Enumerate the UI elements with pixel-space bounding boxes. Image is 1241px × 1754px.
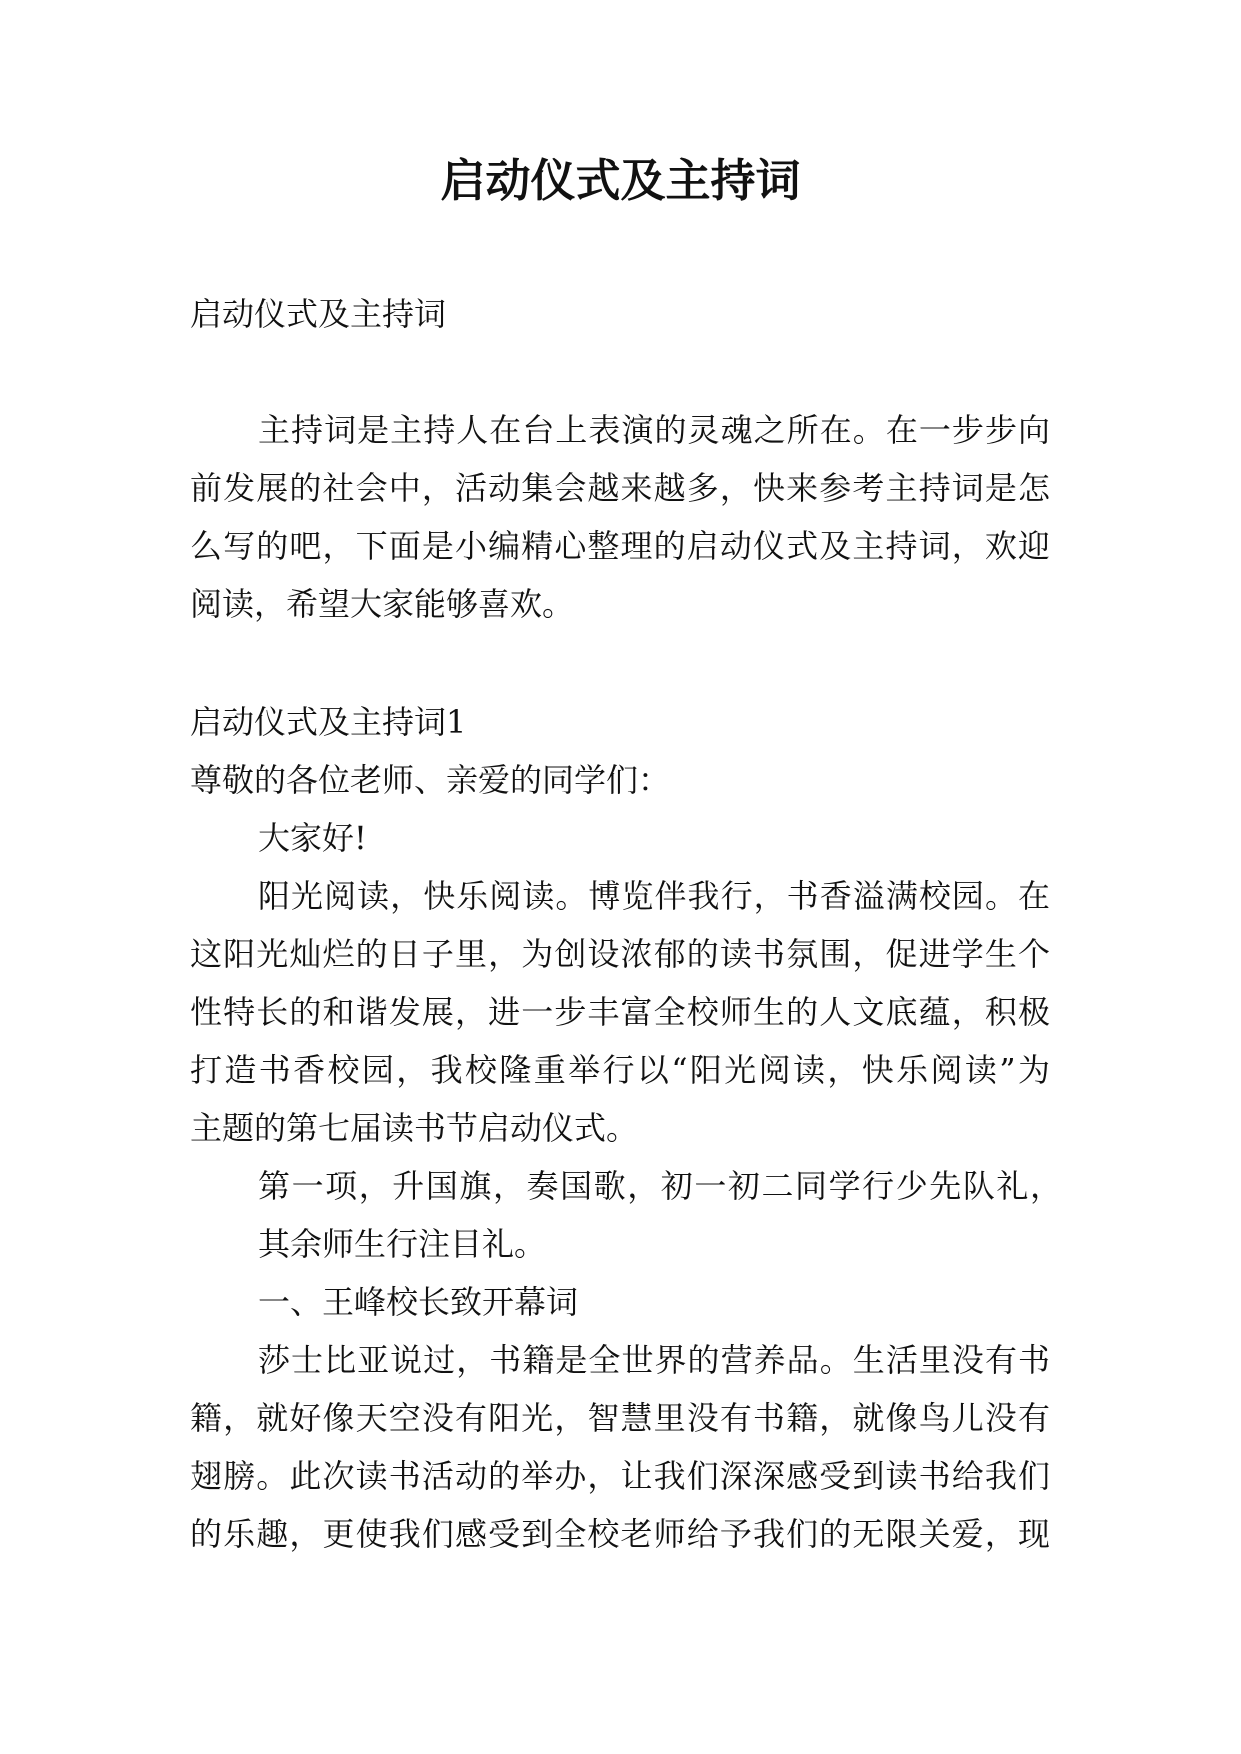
paragraph-3-line-4: 的乐趣，更使我们感受到全校老师给予我们的无限关爱，现 xyxy=(190,1515,1050,1553)
paragraph-1-line-5: 主题的第七届读书节启动仪式。 xyxy=(190,1109,639,1147)
paragraph-3-line-3: 翅膀。此次读书活动的举办，让我们深深感受到读书给我们 xyxy=(190,1457,1050,1495)
intro-line-4: 阅读，希望大家能够喜欢。 xyxy=(190,585,575,623)
intro-line-3: 么写的吧，下面是小编精心整理的启动仪式及主持词，欢迎 xyxy=(190,527,1050,565)
item-heading: 一、王峰校长致开幕词 xyxy=(258,1283,579,1321)
subtitle-line: 启动仪式及主持词 xyxy=(190,295,447,333)
salutation-line: 尊敬的各位老师、亲爱的同学们： xyxy=(190,761,671,799)
paragraph-3-line-2: 籍，就好像天空没有阳光，智慧里没有书籍，就像鸟儿没有 xyxy=(190,1399,1050,1437)
paragraph-2-line-2: 其余师生行注目礼。 xyxy=(258,1225,547,1263)
intro-line-2: 前发展的社会中，活动集会越来越多，快来参考主持词是怎 xyxy=(190,469,1050,507)
paragraph-1-line-1: 阳光阅读，快乐阅读。博览伴我行，书香溢满校园。在 xyxy=(258,877,1050,915)
section-heading: 启动仪式及主持词1 xyxy=(190,703,467,741)
paragraph-3-line-1: 莎士比亚说过，书籍是全世界的营养品。生活里没有书 xyxy=(258,1341,1050,1379)
paragraph-1-line-3: 性特长的和谐发展，进一步丰富全校师生的人文底蕴，积极 xyxy=(190,993,1050,1031)
paragraph-1-line-4: 打造书香校园，我校隆重举行以“阳光阅读，快乐阅读”为 xyxy=(190,1051,1050,1089)
greeting-line: 大家好! xyxy=(258,819,367,857)
paragraph-1-line-2: 这阳光灿烂的日子里，为创设浓郁的读书氛围，促进学生个 xyxy=(190,935,1050,973)
intro-line-1: 主持词是主持人在台上表演的灵魂之所在。在一步步向 xyxy=(258,411,1050,449)
paragraph-2-line-1: 第一项，升国旗，奏国歌，初一初二同学行少先队礼， xyxy=(258,1167,1062,1205)
document-title: 启动仪式及主持词 xyxy=(440,154,801,207)
